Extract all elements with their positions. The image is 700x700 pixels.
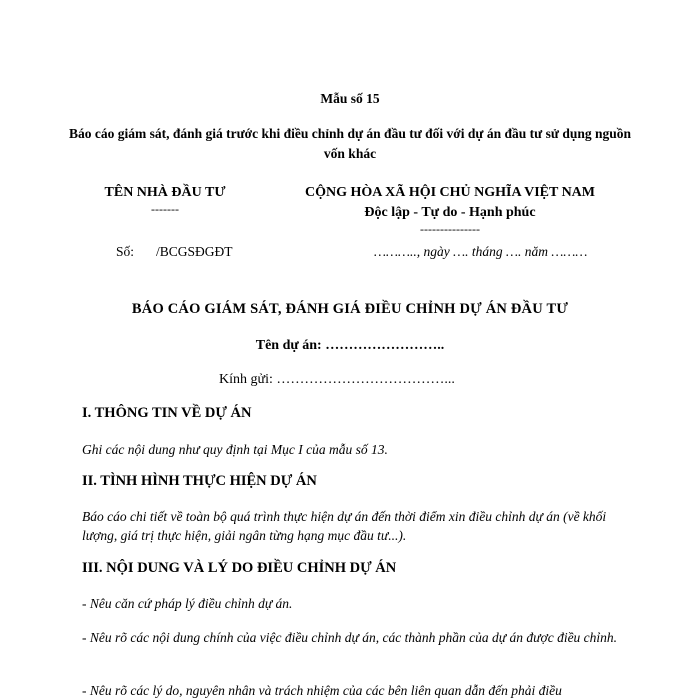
country-name: CỘNG HÒA XÃ HỘI CHỦ NGHĨA VIỆT NAM	[304, 185, 595, 200]
section-1-heading: I. THÔNG TIN VỀ DỰ ÁN	[82, 405, 252, 421]
section-2-heading: II. TÌNH HÌNH THỰC HIỆN DỰ ÁN	[82, 473, 317, 489]
section-3-item: - Nêu rõ các nội dung chính của việc điều chỉnh dự án, các thành phần của dự án được điều chỉnh.	[82, 630, 618, 645]
investor-underline: -------	[151, 202, 179, 216]
document-number-code: /BCGSĐGĐT	[156, 244, 233, 259]
investor-block	[90, 183, 240, 215]
section-2-body: Báo cáo chi tiết về toàn bộ quá trình thực hiện dự án đến thời điểm xin điều chỉnh dự án (về khối lượng, giá trị thực hiện, giải ngân từng hạng mục đầu tư...).	[82, 509, 607, 543]
republic-block	[280, 183, 620, 235]
section-3-heading: III. NỘI DUNG VÀ LÝ DO ĐIỀU CHỈNH DỰ ÁN	[82, 560, 397, 576]
section-3-item: - Nêu rõ các lý do, nguyên nhân và trách nhiệm của các bên liên quan dẫn đến phải điều	[82, 683, 562, 698]
document-number	[116, 244, 233, 260]
investor-label: TÊN NHÀ ĐẦU TƯ	[104, 185, 226, 200]
section-1-body: Ghi các nội dung như quy định tại Mục I của mẫu số 13.	[82, 442, 388, 457]
document-number-label: Số:	[116, 244, 135, 259]
report-title: BÁO CÁO GIÁM SÁT, ĐÁNH GIÁ ĐIỀU CHỈNH DỰ ÁN ĐẦU TƯ	[131, 301, 569, 317]
section-3-item: - Nêu căn cứ pháp lý điều chỉnh dự án.	[82, 596, 293, 611]
form-title: Báo cáo giám sát, đánh giá trước khi điều chỉnh dự án đầu tư đối với dự án đầu tư sử dụng nguồn vốn khác	[68, 126, 632, 161]
project-name: Tên dự án: ……………………..	[255, 338, 445, 353]
motto-underline: ---------------	[420, 222, 480, 236]
recipient-line: Kính gửi: ………………………………...	[219, 372, 455, 387]
date-line: ……….., ngày …. tháng …. năm ………	[374, 244, 588, 259]
national-motto: Độc lập - Tự do - Hạnh phúc	[364, 205, 536, 220]
form-number: Mẫu số 15	[320, 91, 380, 106]
